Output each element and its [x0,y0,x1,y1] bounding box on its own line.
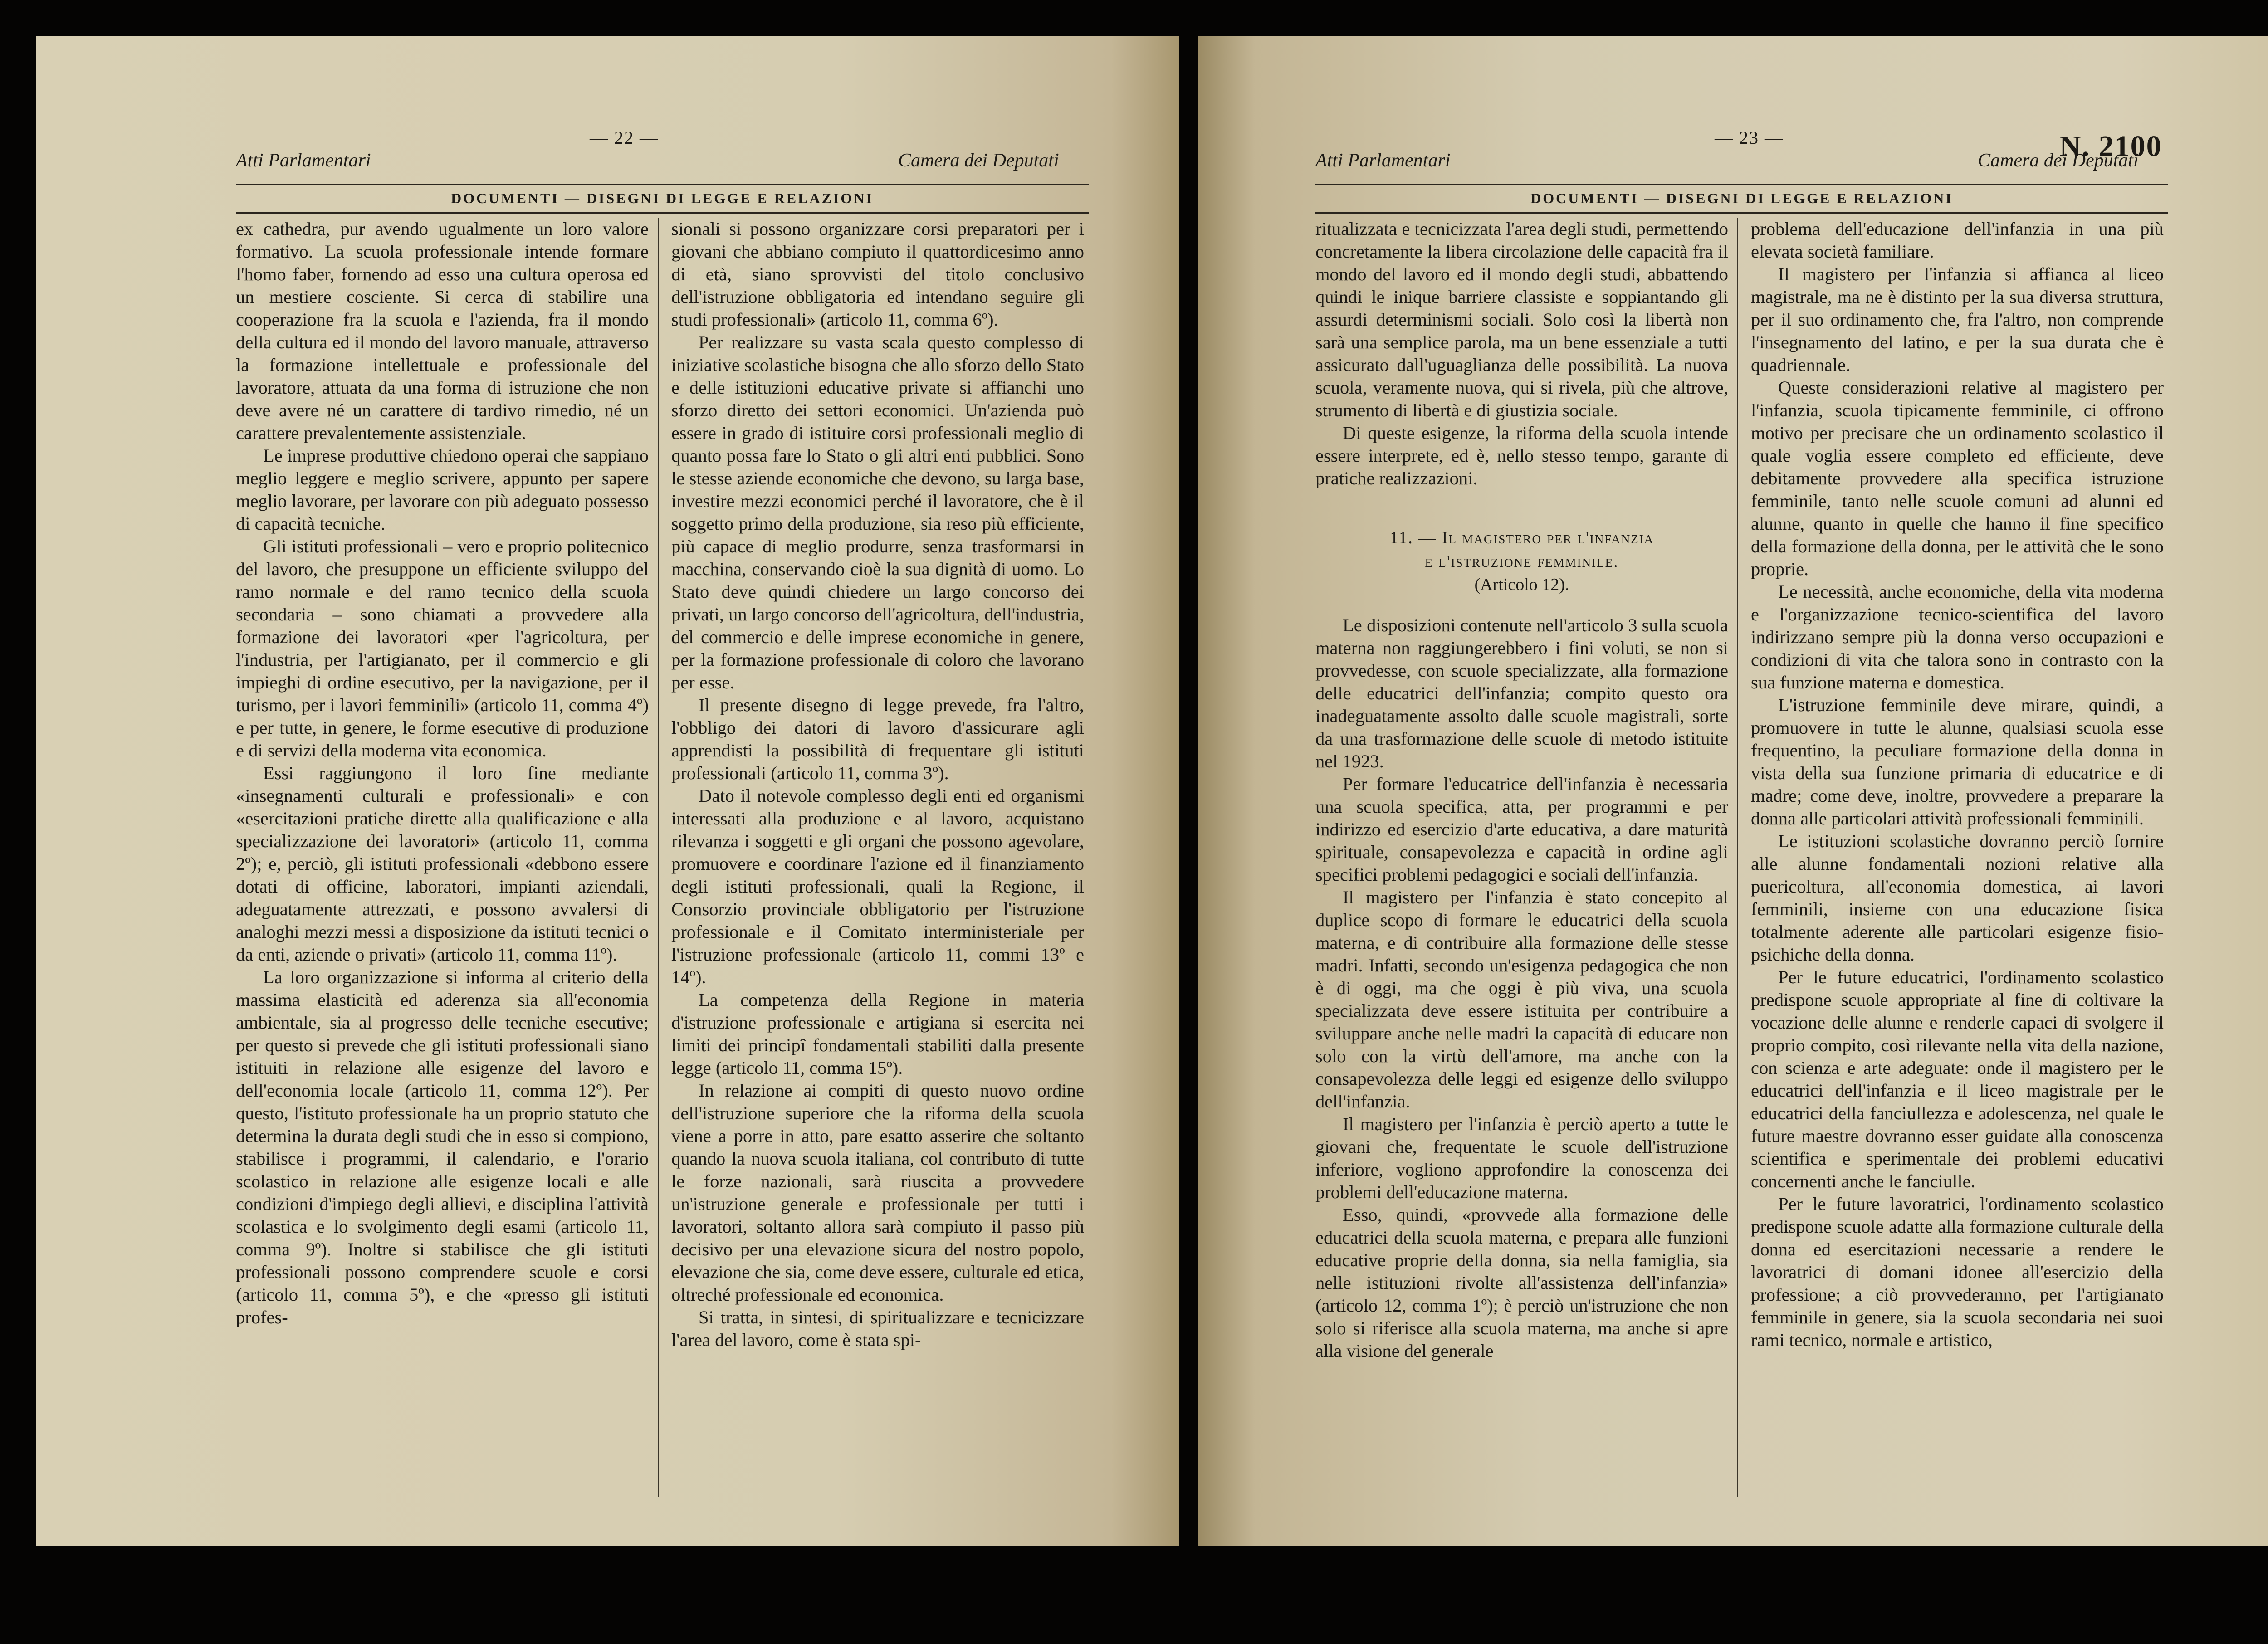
paragraph: Di queste esigenze, la riforma della scuola intende essere interprete, ed è, nello stesso tempo, garante di pratiche realizzazioni. [1315,423,1728,488]
paragraph: Si tratta, in sintesi, di spiritualizzare e tecnicizzare l'area del lavoro, come è stata spi- [671,1307,1084,1350]
paragraph: La competenza della Regione in materia d'istruzione professionale e artigiana si esercita nei limiti dei principî fondamentali stabiliti dalla presente legge (articolo 11, comma 15º). [671,990,1084,1078]
header-right: Camera dei Deputati [898,150,1059,171]
page-number: — 23 — [1715,127,1784,148]
right-page [1198,36,2268,1546]
paragraph: Per le future lavoratrici, l'ordinamento scolastico predispone scuole adatte alla formazione culturale della donna ed esercitazioni necessarie a rendere le lavoratrici di domani idonee all'esercizio della professione; a ciò provvederanno, per l'artigianato femminile in genere, sia la scuola secondaria nei suoi rami tecnico, normale e artistico, [1751,1194,2164,1350]
paragraph: Il magistero per l'infanzia è perciò aperto a tutte le giovani che, frequentate le scuole dell'istruzione inferiore, vogliono approfondire la conoscenza dei problemi dell'educazione materna. [1315,1114,1728,1202]
paragraph: Le istituzioni scolastiche dovranno perciò fornire alle alunne fondamentali nozioni relative alla puericoltura, all'economia domestica, ai lavori femminili, insieme con una educazione fisica totalmente aderente alle particolari esigenze fisio-psichiche della donna. [1751,831,2164,965]
document-number: N. 2100 [2059,130,2162,163]
paragraph: sionali si possono organizzare corsi preparatori per i giovani che abbiano compiuto il quattordicesimo anno di età, siano sprovvisti del titolo conclusivo dell'istruzione obbligatoria ed intendano seguire gli studi professionali» (articolo 11, comma 6º). [671,219,1084,330]
paragraph: L'istruzione femminile deve mirare, quindi, a promuovere in tutte le alunne, qualsiasi scuola esse frequentino, la peculiare formazione della donna in vista della sua funzione primaria di educatrice e di madre; come deve, inoltre, provvedere a preparare la donna alle particolari attività professionali femminili. [1751,695,2164,829]
paragraph: La loro organizzazione si informa al criterio della massima elasticità ed aderenza sia all'economia ambientale, sia al progresso delle tecniche esecutive; per questo si prevede che gli istituti professionali siano istituiti in relazione alle esigenze del lavoro e dell'economia locale (articolo 11, comma 12º). Per questo, l'istituto professionale ha un proprio statuto che determina la durata degli studi che in esso si compiono, stabilisce i programmi, il calendario, e l'orario scolastico in relazione alle esigenze locali e alle condizioni d'impiego degli allievi, e disciplina l'attività scolastica e lo svolgimento degli esami (articolo 11, comma 9º). Inoltre si stabilisce che gli istituti professionali possono comprendere scuole e corsi (articolo 11, comma 5º), e che «presso gli istituti profes- [236,967,649,1327]
paragraph: Gli istituti professionali – vero e proprio politecnico del lavoro, che presuppone un efficiente sviluppo del ramo normale e del ramo tecnico della scuola secondaria – sono chiamati a provvedere alla formazione dei lavoratori «per l'agricoltura, per l'industria, per l'artigianato, per il commercio e gli impieghi di ordine esecutivo, per la navigazione, per il turismo, per i lavori femminili» (articolo 11, comma 4º) e per tutte, in genere, le forme esecutive di produzione e di servizi della moderna vita economica. [236,536,649,761]
column-divider [1737,218,1738,1497]
paragraph: Le imprese produttive chiedono operai che sappiano meglio leggere e meglio scrivere, appunto per sapere meglio lavorare, per lavorare con più adeguato possesso di capacità tecniche. [236,445,649,534]
page-number: — 22 — [590,127,659,148]
paragraph: Il presente disegno di legge prevede, fra l'altro, l'obbligo dei datori di lavoro d'assicurare agli apprendisti la possibilità di frequentare gli istituti professionali (articolo 11, comma 3º). [671,695,1084,783]
section-title [1315,526,1728,573]
paragraph: Per le future educatrici, l'ordinamento scolastico predispone scuole appropriate al fine di coltivare la vocazione delle alunne e renderle capaci di svolgere il proprio compito, così rilevante nella vita della nazione, con scienza e arte adeguate: onde il magistero per le educatrici dell'infanzia e il liceo magistrale per le educatrici della fanciullezza e adolescenza, nel quale le future maestre dovranno esser guidate alla conoscenza scientifica e sperimentale dei problemi educativi concernenti anche le fanciulle. [1751,967,2164,1191]
section-title-line-2: e l'istruzione femminile. [1425,552,1619,571]
header-left: Atti Parlamentari [236,150,371,171]
paragraph: Esso, quindi, «provvede alla formazione delle educatrici della scuola materna, e prepara alle funzioni educative proprie della donna, sia nella famiglia, sia nelle istituzioni rivolte all'assistenza dell'infanzia» (articolo 12, comma 1º); è perciò un'istruzione che non solo si riferisce alla scuola materna, ma anche si apre alla visione del generale [1315,1205,1728,1361]
text-column-1 [236,218,649,1519]
paragraph: Il magistero per l'infanzia è stato concepito al duplice scopo di formare le educatrici della scuola materna, e di contribuire alla formazione delle stesse madri. Infatti, secondo un'esigenza pedagogica che non è di oggi, ma che oggi è più viva, una scuola specializzata deve essere istituita per contribuire a sviluppare anche nelle madri la capacità di educare non solo con la virtù dell'amore, ma anche con la consapevolezza delle leggi ed esigenze dello sviluppo dell'infanzia. [1315,887,1728,1112]
text-column-2 [671,218,1084,1519]
header-right: Camera dei Deputati [1978,150,2139,171]
paragraph: Le necessità, anche economiche, della vita moderna e l'organizzazione tecnico-scientifica del lavoro indirizzano sempre più la donna verso occupazioni e condizioni di vita che talora sono in contrasto con la sua funzione materna e domestica. [1751,581,2164,693]
column-divider [658,218,659,1497]
paragraph: ex cathedra, pur avendo ugualmente un loro valore formativo. La scuola professionale intende formare l'homo faber, fornendo ad esso una cultura operosa ed un mestiere cosciente. Si cerca di stabilire una cooperazione fra la scuola e l'azienda, fra il mondo della cultura ed il mondo del lavoro manuale, attraverso la formazione intellettuale e professionale del lavoratore, attuata da una forma di istruzione che non deve avere né un carattere di tardivo rimedio, né un carattere prevalentemente assistenziale. [236,219,649,443]
paragraph: In relazione ai compiti di questo nuovo ordine dell'istruzione superiore che la riforma della scuola viene a porre in atto, pare esatto asserire che soltanto quando la nuova scuola italiana, col contributo di tutte le forze nazionali, sarà riuscita a provvedere un'istruzione generale e professionale per tutti i lavoratori, soltanto allora sarà compiuto il passo più decisivo per una elevazione sicura del nostro popolo, elevazione che sia, come deve essere, culturale ed etica, oltreché professionale ed economica. [671,1080,1084,1305]
section-article-ref: (Articolo 12). [1474,575,1569,594]
text-column-1 [1315,218,1728,1519]
paragraph: Le disposizioni contenute nell'articolo 3 sulla scuola materna non raggiungerebbero i fini voluti, se non si provvedesse, con scuole specializzate, alla formazione delle educatrici dell'infanzia; compito questo ora inadeguatamente assolto dalle scuole magistrali, sorte da una trasformazione delle scuole di metodo istituite nel 1923. [1315,615,1728,771]
paragraph: Queste considerazioni relative al magistero per l'infanzia, scuola tipicamente femminile, ci offrono motivo per precisare che un ordinamento scolastico il quale voglia essere completo ed efficiente, deve debitamente provvedere alla specifica istruzione femminile, tanto nelle scuole comuni ad alunni ed alunne, quanto in quelle che hanno il fine specifico della formazione della donna, per le attività che le sono proprie. [1751,377,2164,579]
header-left: Atti Parlamentari [1315,150,1451,171]
paragraph: Il magistero per l'infanzia si affianca al liceo magistrale, ma ne è distinto per la sua diversa struttura, per il suo ordinamento che, fra l'altro, non comprende l'insegnamento del latino, e per la sua durata che è quadriennale. [1751,264,2164,375]
left-page [36,36,1179,1546]
paragraph: ritualizzata e tecnicizzata l'area degli studi, permettendo concretamente la libera circolazione delle capacità fra il mondo del lavoro ed il mondo degli studi, abbattendo quindi le inique barriere classiste e soppiantando gli assurdi determinismi sociali. Solo così la libertà non sarà una semplice parola, ma un bene essenziale a tutti assicurato dall'uguaglianza delle possibilità. La nuova scuola, veramente nuova, qui si rivela, più che altrove, strumento di libertà e di giustizia sociale. [1315,219,1728,420]
paragraph: Essi raggiungono il loro fine mediante «insegnamenti culturali e professionali» e con «esercitazioni pratiche dirette alla qualificazione e alla specializzazione dei lavoratori» (articolo 11, comma 2º); e, perciò, gli istituti professionali «debbono essere dotati di officine, laboratori, impianti aziendali, adeguatamente attrezzati, e possono avvalersi di analoghi mezzi messi a disposizione da istituti tecnici o da enti, aziende o privati» (articolo 11, comma 11º). [236,763,649,965]
document-subheader: DOCUMENTI — DISEGNI DI LEGGE E RELAZIONI [236,184,1089,214]
paragraph: problema dell'educazione dell'infanzia in una più elevata società familiare. [1751,219,2164,262]
section-title-line-1: 11. — Il magistero per l'infanzia [1389,528,1654,547]
paragraph: Per realizzare su vasta scala questo complesso di iniziative scolastiche bisogna che allo sforzo dello Stato e delle istituzioni educative private si affianchi uno sforzo diretto dei settori economici. Un'azienda può essere in grado di istituire corsi professionali meglio di quanto possa fare lo Stato o gli altri enti pubblici. Sono le stesse aziende economiche che devono, su larga base, investire mezzi economici perché il lavoratore, che è il soggetto primo della produzione, sia reso più efficiente, più capace di meglio produrre, senza trasformarsi in macchina, conservando cioè la sua dignità di uomo. Lo Stato deve quindi chiedere un largo concorso dei privati, un largo concorso dell'agricoltura, dell'industria, del commercio e delle imprese economiche in genere, per la formazione professionale di coloro che lavorano per esse. [671,332,1084,693]
document-subheader: DOCUMENTI — DISEGNI DI LEGGE E RELAZIONI [1315,184,2168,214]
text-column-2 [1751,218,2164,1519]
paragraph: Dato il notevole complesso degli enti ed organismi interessati alla produzione e al lavoro, acquistano rilevanza i soggetti e gli organi che possono agevolare, promuovere e coordinare l'azione ed il finanziamento degli istituti professionali, quali la Regione, il Consorzio provinciale obbligatorio per l'istruzione professionale e il Comitato interministeriale per l'istruzione professionale (articolo 11, commi 13º e 14º). [671,785,1084,987]
paragraph: Per formare l'educatrice dell'infanzia è necessaria una scuola specifica, atta, per programmi e per indirizzo ed esercizio d'arte educativa, a dare maturità spirituale, consapevolezza e capacità in ordine agli specifici problemi pedagogici e sociali dell'infanzia. [1315,774,1728,885]
